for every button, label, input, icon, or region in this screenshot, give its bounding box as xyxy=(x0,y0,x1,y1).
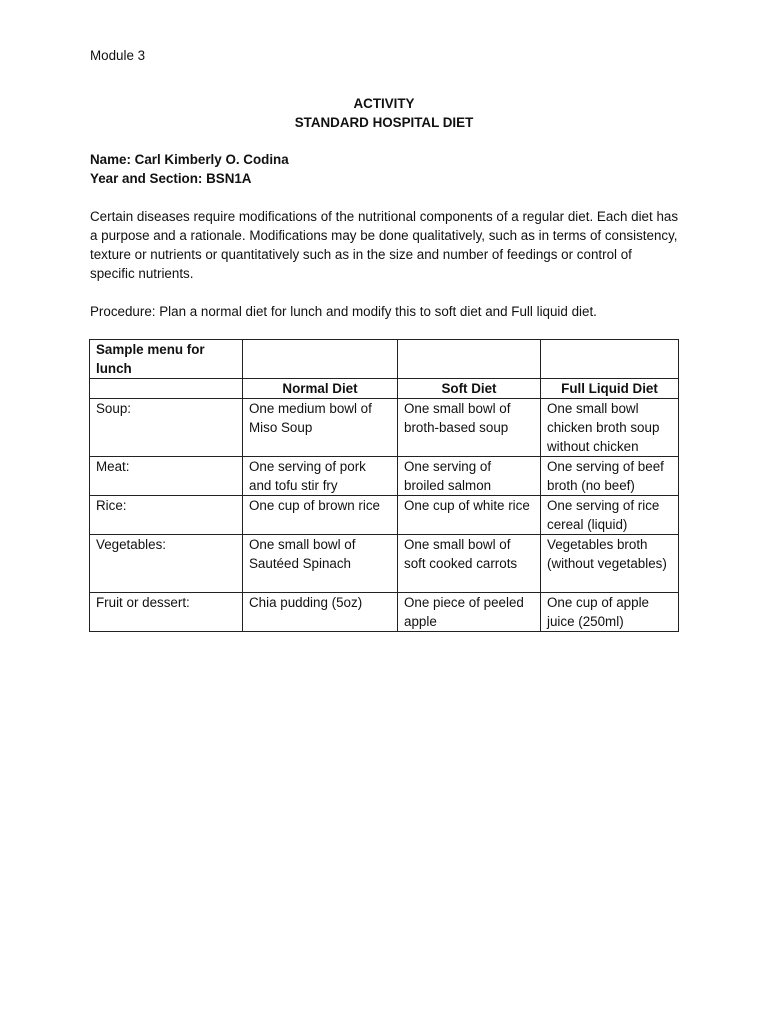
name-line: Name: Carl Kimberly O. Codina xyxy=(90,152,289,167)
row-label: Vegetables: xyxy=(90,535,243,593)
header-full-liquid-diet: Full Liquid Diet xyxy=(541,379,679,399)
full-liquid-diet-cell: One serving of rice cereal (liquid) xyxy=(541,496,679,535)
empty-cell xyxy=(541,340,679,379)
diet-table xyxy=(89,339,679,632)
activity-title: ACTIVITY xyxy=(353,96,415,111)
title-block xyxy=(0,94,768,132)
table-header-row xyxy=(90,379,679,399)
activity-subtitle: STANDARD HOSPITAL DIET xyxy=(294,115,474,130)
table-row xyxy=(90,399,679,457)
table-row xyxy=(90,593,679,632)
soft-diet-cell: One small bowl of broth-based soup xyxy=(398,399,541,457)
empty-cell xyxy=(398,340,541,379)
year-section-line: Year and Section: BSN1A xyxy=(90,171,252,186)
soft-diet-cell: One serving of broiled salmon xyxy=(398,457,541,496)
intro-paragraph: Certain diseases require modifications of the nutritional components of a regular diet. Each diet has a purpose and a rationale. Modifications may be done qualitatively, such as in terms of consistency, texture or nutrients or quantitatively such as in the size and number of feedings or control of specific nutrients. xyxy=(90,209,679,281)
normal-diet-cell: One cup of brown rice xyxy=(243,496,398,535)
empty-cell xyxy=(90,379,243,399)
normal-diet-cell: One small bowl of Sautéed Spinach xyxy=(243,535,398,593)
empty-cell xyxy=(243,340,398,379)
module-label: Module 3 xyxy=(90,48,146,63)
table-caption-row xyxy=(90,340,679,379)
soft-diet-cell: One piece of peeled apple xyxy=(398,593,541,632)
row-label: Fruit or dessert: xyxy=(90,593,243,632)
soft-diet-cell: One cup of white rice xyxy=(398,496,541,535)
row-label: Rice: xyxy=(90,496,243,535)
row-label: Soup: xyxy=(90,399,243,457)
normal-diet-cell: Chia pudding (5oz) xyxy=(243,593,398,632)
normal-diet-cell: One medium bowl of Miso Soup xyxy=(243,399,398,457)
table-row xyxy=(90,496,679,535)
full-liquid-diet-cell: One small bowl chicken broth soup without chicken xyxy=(541,399,679,457)
soft-diet-cell: One small bowl of soft cooked carrots xyxy=(398,535,541,593)
normal-diet-cell: One serving of pork and tofu stir fry xyxy=(243,457,398,496)
header-normal-diet: Normal Diet xyxy=(243,379,398,399)
student-info xyxy=(90,150,289,188)
table-row xyxy=(90,457,679,496)
row-label: Meat: xyxy=(90,457,243,496)
caption-cell: Sample menu for lunch xyxy=(90,340,243,379)
header-soft-diet: Soft Diet xyxy=(398,379,541,399)
full-liquid-diet-cell: One serving of beef broth (no beef) xyxy=(541,457,679,496)
table-row xyxy=(90,535,679,593)
full-liquid-diet-cell: Vegetables broth (without vegetables) xyxy=(541,535,679,593)
full-liquid-diet-cell: One cup of apple juice (250ml) xyxy=(541,593,679,632)
procedure-text: Procedure: Plan a normal diet for lunch and modify this to soft diet and Full liquid diet. xyxy=(90,304,597,319)
